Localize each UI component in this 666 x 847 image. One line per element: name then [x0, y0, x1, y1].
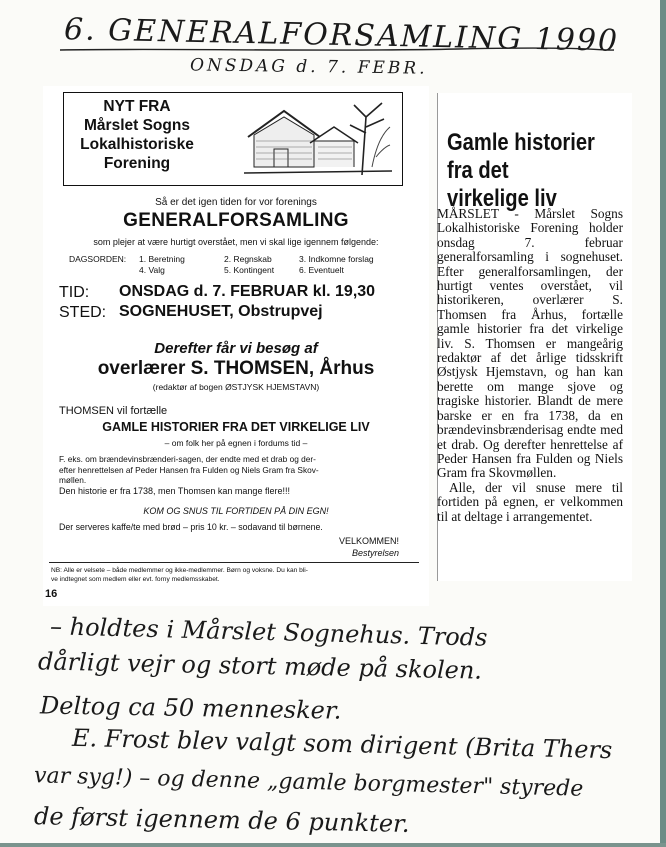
speaker-note: (redaktør af bogen ØSTJYSK HJEMSTAVN): [152, 382, 320, 392]
agenda-item: 2. Regnskab: [224, 254, 272, 264]
news-clipping: [437, 93, 632, 581]
handwritten-note: E. Frost blev valgt som dirigent (Brita Thers: [71, 723, 613, 765]
title-underline: [58, 46, 618, 54]
meeting-subheading: som plejer at være hurtigt overstået, men vi skal lige igennem følgende:: [93, 237, 379, 247]
intro-text: Så er det igen tiden for vor forenings: [155, 197, 317, 208]
handwritten-note: – holdtes i Mårslet Sognehus. Trods: [49, 612, 488, 652]
headline-line: fra det: [447, 157, 509, 184]
time-label: TID:: [59, 284, 90, 301]
time-value: ONSDAG d. 7. FEBRUAR kl. 19,30: [119, 283, 376, 300]
place-label: STED:: [59, 304, 107, 321]
speaker-name: overlærer S. THOMSEN, Århus: [97, 358, 375, 379]
signature: Bestyrelsen: [351, 548, 399, 558]
agenda-item: 3. Indkomne forslag: [299, 254, 374, 264]
agenda-item: 1. Beretning: [139, 254, 185, 264]
headline-line: virkelige liv: [447, 185, 557, 212]
news-headline: [447, 129, 602, 213]
handwritten-title: 6. GENERALFORSAMLING 1990: [63, 12, 620, 59]
agenda: [69, 254, 374, 276]
description-line: F. eks. om brændevinsbrænderi-sagen, der endte med et drab og der-: [59, 454, 316, 464]
description-line: møllen.: [59, 475, 87, 485]
news-paragraph: Alle, der vil snuse mere til fortiden på egnen, er velkommen til at deltage i arrangementet.: [437, 479, 623, 524]
talk-subtitle: – om folk her på egnen i fordums tid –: [164, 438, 308, 448]
handwritten-note: de først igennem de 6 punkter.: [33, 802, 410, 838]
banner-line: Lokalhistoriske: [80, 136, 194, 153]
page-edge: [660, 0, 666, 847]
welcome-text: VELKOMMEN!: [338, 536, 399, 546]
description-line: efter henrettelsen af Peder Hansen fra Fulden og Niels Gram fra Skov-: [59, 464, 319, 475]
announcement-clipping: [43, 86, 429, 606]
tell-line: THOMSEN vil fortælle: [59, 405, 168, 417]
footnote-line: ve indtegnet som medlem eller evt. forny medlemsskabet.: [51, 575, 220, 583]
banner-text: [76, 97, 198, 173]
refreshments-text: Der serveres kaffe/te med brød – pris 10 kr. – sodavand til børnene.: [59, 522, 323, 532]
village-sketch-icon: [244, 97, 392, 179]
talk-title: GAMLE HISTORIER FRA DET VIRKELIGE LIV: [102, 420, 370, 434]
description-line: Den historie er fra 1738, men Thomsen kan mange flere!!!: [59, 485, 290, 496]
banner-line: Forening: [103, 155, 171, 172]
footnote-line: NB: Alle er velsete – både medlemmer og ikke-medlemmer. Børn og voksne. Du kan bli-: [51, 567, 308, 574]
page-edge: [0, 843, 666, 847]
visit-line: Derefter får vi besøg af: [154, 340, 318, 357]
page-number: 16: [45, 588, 58, 600]
divider: [49, 562, 419, 563]
footnote: [51, 567, 308, 584]
handwritten-note: dårligt vejr og stort møde på skolen.: [37, 647, 483, 685]
handwritten-note: Deltog ca 50 mennesker.: [39, 691, 342, 725]
agenda-item: 4. Valg: [139, 265, 165, 275]
slogan: KOM OG SNUS TIL FORTIDEN PÅ DIN EGN!: [143, 506, 329, 516]
meeting-heading: GENERALFORSAMLING: [123, 210, 349, 231]
headline-line: Gamle historier: [447, 129, 595, 156]
agenda-item: 5. Kontingent: [224, 265, 275, 275]
handwritten-subtitle: ONSDAG d. 7. FEBR.: [189, 55, 428, 79]
banner-line: Mårslet Sogns: [84, 117, 190, 134]
banner-line: NYT FRA: [103, 98, 171, 115]
handwritten-note: var syg!) – og denne „gamle borgmester" styrede: [33, 763, 584, 802]
news-body: [437, 207, 623, 524]
news-paragraph: MÅRSLET - Mårslet Sogns Lokalhistoriske Forening holder onsdag 7. februar generalforsamling i sognehuset. Efter generalforsamlingen, der hurtigt ventes overstået, vil historikeren, overlærer S. Thomsen fra Århus, fortælle gamle historier fra det virkelige liv. S. Thomsen er mangeårig redaktør af det årlige tidsskrift Østjysk Hjemstavn, og han kan berette om mange sjove og tragiske historier. Blandt de mere barske er en fra 1738, da en brændevinsbrænderisag endte med et drab. Og derefter henrettelse af Peder Hansen fra Fulden og Niels Gram fra Skovmøllen.: [437, 206, 623, 481]
association-banner: [63, 92, 403, 186]
description: [59, 454, 319, 496]
agenda-item: 6. Eventuelt: [299, 265, 344, 275]
place-value: SOGNEHUSET, Obstrupvej: [119, 303, 323, 320]
agenda-label: DAGSORDEN:: [69, 254, 127, 264]
